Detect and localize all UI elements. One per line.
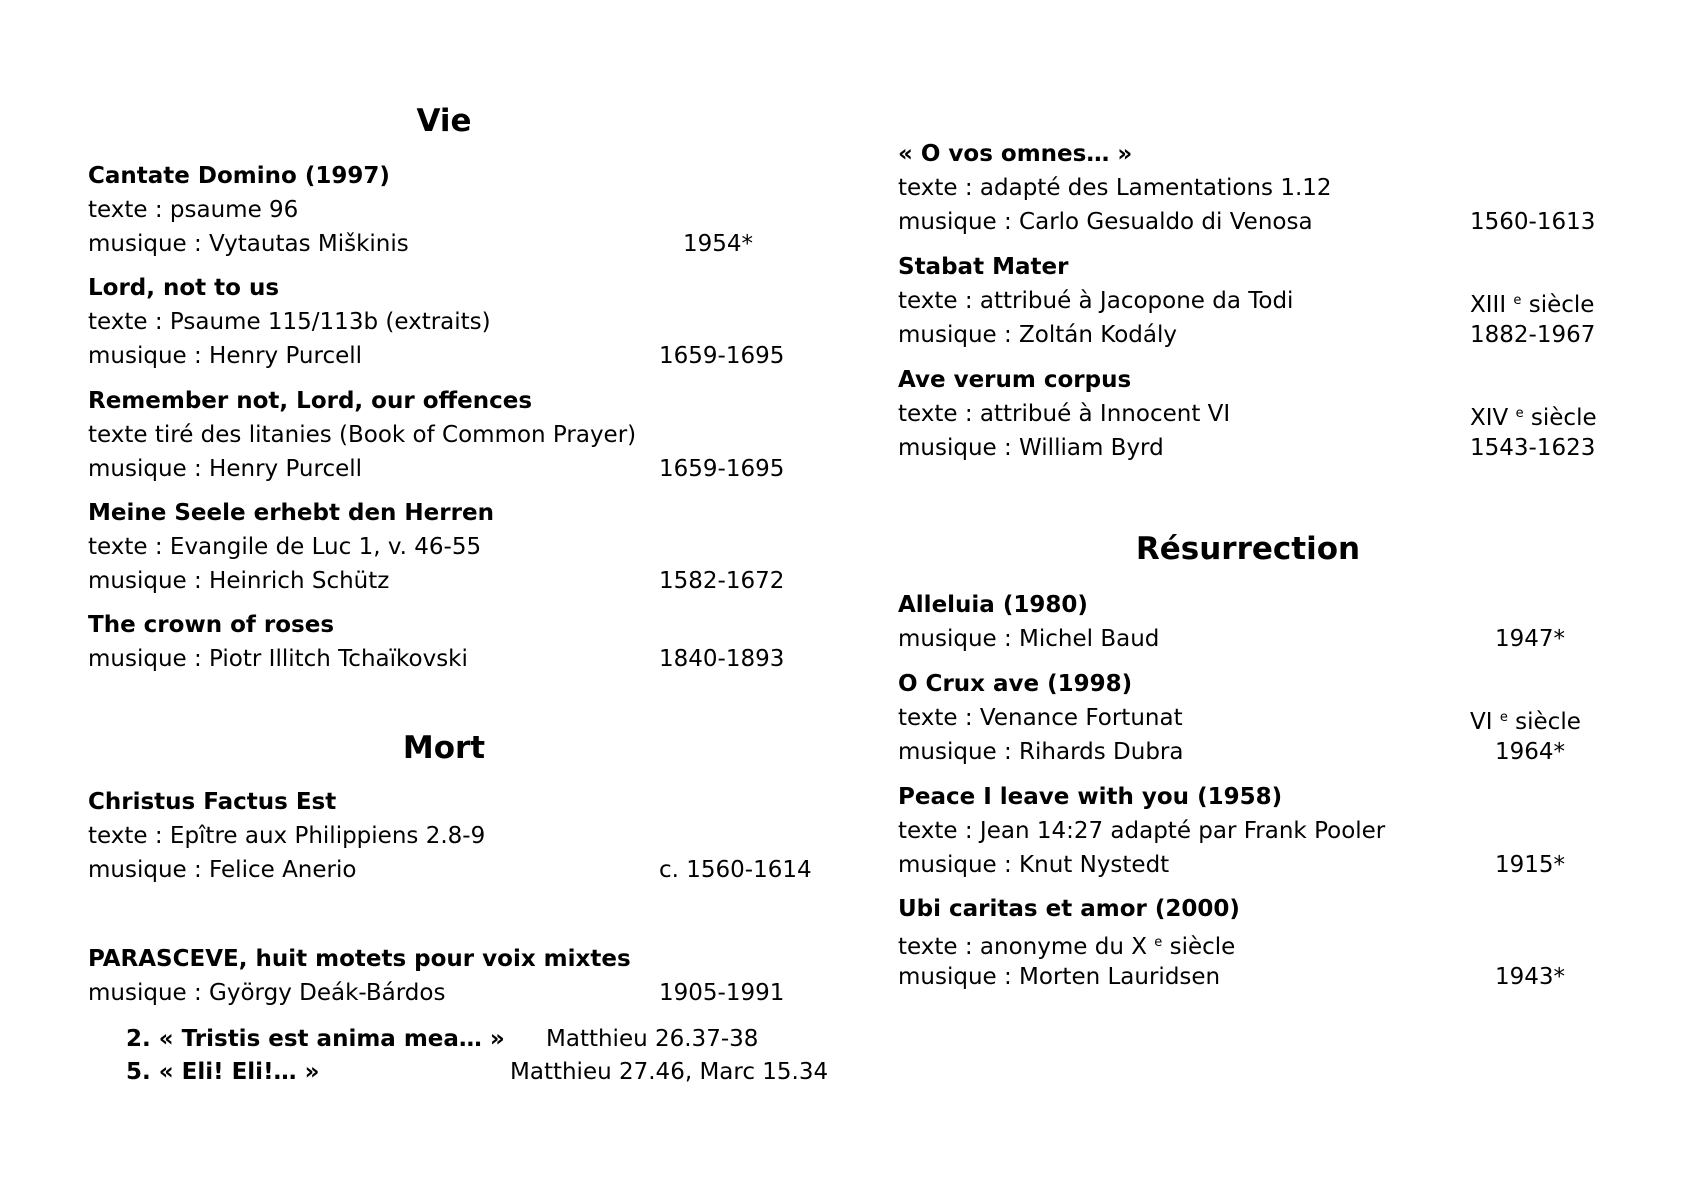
date-text: 1659-1695 <box>659 456 785 482</box>
date-text: XIV <box>1470 405 1509 431</box>
detail-date <box>1470 397 1597 435</box>
motet-reference: Matthieu 26.37-38 <box>546 1026 759 1052</box>
piece-detail-line <box>898 735 1618 769</box>
date-suffix: siècle <box>1507 709 1581 735</box>
program-piece <box>88 384 808 486</box>
section-title-resurrection: Résurrection <box>1135 531 1361 567</box>
piece-detail-line <box>898 622 1618 656</box>
date-text: 1840-1893 <box>659 646 785 672</box>
piece-detail-line <box>898 926 1618 960</box>
detail-date <box>1495 848 1565 882</box>
piece-detail-line <box>898 701 1618 735</box>
piece-detail-line <box>898 171 1618 205</box>
superscript: e <box>1515 406 1524 421</box>
detail-label: texte : adapté des Lamentations 1.12 <box>898 175 1332 201</box>
piece-detail-line <box>898 814 1618 848</box>
piece-detail-line <box>898 397 1618 431</box>
date-text: 1943* <box>1495 964 1566 990</box>
detail-label: musique : Morten Lauridsen <box>898 964 1221 990</box>
detail-label: texte : anonyme du X <box>898 934 1147 960</box>
detail-date <box>1470 284 1594 322</box>
date-text: XIII <box>1470 292 1507 318</box>
detail-label: texte : Jean 14:27 adapté par Frank Pooler <box>898 818 1386 844</box>
detail-label: musique : Michel Baud <box>898 626 1160 652</box>
detail-date <box>659 642 784 676</box>
date-suffix: siècle <box>1523 405 1597 431</box>
piece-title: Remember not, Lord, our offences <box>88 388 533 414</box>
piece-title: PARASCEVE, huit motets pour voix mixtes <box>88 946 631 972</box>
piece-detail-line <box>88 452 808 486</box>
detail-date <box>659 976 784 1010</box>
detail-label: musique : Rihards Dubra <box>898 739 1184 765</box>
detail-date <box>659 564 784 598</box>
piece-detail-line <box>88 305 808 339</box>
detail-date <box>1470 701 1581 739</box>
program-piece <box>88 785 812 887</box>
piece-detail-line <box>88 819 808 853</box>
detail-date <box>659 339 784 373</box>
superscript: e <box>1154 935 1163 950</box>
detail-date <box>1495 960 1565 994</box>
detail-label: texte tiré des litanies (Book of Common Prayer) <box>88 422 637 448</box>
detail-date <box>659 452 784 486</box>
piece-title: Ubi caritas et amor (2000) <box>898 896 1240 922</box>
piece-detail-line <box>88 193 808 227</box>
date-suffix: siècle <box>1162 934 1236 960</box>
date-text: 1882-1967 <box>1470 322 1596 348</box>
date-text: 1543-1623 <box>1470 435 1596 461</box>
date-text: 1659-1695 <box>659 343 785 369</box>
piece-title: Alleluia (1980) <box>898 592 1088 618</box>
detail-label: texte : Psaume 115/113b (extraits) <box>88 309 491 335</box>
superscript: e <box>1513 293 1522 308</box>
motet-reference: Matthieu 27.46, Marc 15.34 <box>510 1059 829 1085</box>
motet-item <box>126 1055 829 1089</box>
detail-date <box>1495 735 1565 769</box>
detail-label: musique : William Byrd <box>898 435 1164 461</box>
date-suffix: siècle <box>1521 292 1595 318</box>
piece-title: Christus Factus Est <box>88 789 337 815</box>
piece-title: Lord, not to us <box>88 275 280 301</box>
detail-date <box>1470 318 1595 352</box>
date-text: 1964* <box>1495 739 1566 765</box>
program-piece <box>88 159 808 261</box>
piece-title: Peace I leave with you (1958) <box>898 784 1283 810</box>
section-title-mort: Mort <box>402 730 486 766</box>
piece-detail-line <box>898 205 1618 239</box>
detail-date <box>683 227 753 261</box>
date-text: 1954* <box>683 231 754 257</box>
detail-label: musique : Felice Anerio <box>88 857 357 883</box>
detail-label: musique : Vytautas Miškinis <box>88 231 409 257</box>
date-text: 1905-1991 <box>659 980 785 1006</box>
detail-date <box>1147 934 1235 960</box>
detail-label: musique : György Deák-Bárdos <box>88 980 446 1006</box>
program-piece <box>898 363 1618 465</box>
date-text: c. 1560-1614 <box>659 857 812 883</box>
date-text: 1915* <box>1495 852 1566 878</box>
detail-date <box>1470 205 1595 239</box>
detail-label: musique : Knut Nystedt <box>898 852 1170 878</box>
piece-title: Cantate Domino (1997) <box>88 163 390 189</box>
piece-detail-line <box>88 339 808 373</box>
piece-title: « O vos omnes… » <box>898 141 1133 167</box>
motet-title: 5. « Eli! Eli!… » <box>126 1059 320 1085</box>
date-text: 1947* <box>1495 626 1566 652</box>
piece-detail-line <box>88 642 808 676</box>
detail-label: texte : attribué à Innocent VI <box>898 401 1231 427</box>
program-piece <box>898 588 1618 656</box>
program-piece <box>88 942 808 1010</box>
detail-date <box>1470 431 1595 465</box>
program-piece <box>88 496 808 598</box>
section-title-vie: Vie <box>416 103 472 139</box>
piece-detail-line <box>898 431 1618 465</box>
detail-label: musique : Heinrich Schütz <box>88 568 390 594</box>
piece-detail-line <box>88 976 808 1010</box>
piece-detail-line <box>88 418 808 452</box>
detail-label: musique : Zoltán Kodály <box>898 322 1177 348</box>
piece-detail-line <box>898 284 1618 318</box>
program-piece <box>88 608 808 676</box>
date-text: VI <box>1470 709 1493 735</box>
program-piece <box>898 250 1618 352</box>
detail-label: texte : Venance Fortunat <box>898 705 1183 731</box>
piece-detail-line <box>88 530 808 564</box>
piece-title: Ave verum corpus <box>898 367 1132 393</box>
piece-title: O Crux ave (1998) <box>898 671 1133 697</box>
piece-detail-line <box>88 853 812 887</box>
motet-item <box>126 1022 759 1056</box>
detail-date <box>1495 622 1565 656</box>
motet-title: 2. « Tristis est anima mea… » <box>126 1026 505 1052</box>
program-piece <box>88 271 808 373</box>
detail-label: musique : Henry Purcell <box>88 456 363 482</box>
piece-detail-line <box>898 318 1618 352</box>
detail-label: musique : Henry Purcell <box>88 343 363 369</box>
piece-detail-line <box>88 564 808 598</box>
piece-detail-line <box>88 227 808 261</box>
detail-label: musique : Carlo Gesualdo di Venosa <box>898 209 1313 235</box>
detail-label: texte : Evangile de Luc 1, v. 46-55 <box>88 534 482 560</box>
detail-label: texte : psaume 96 <box>88 197 299 223</box>
program-piece <box>898 892 1618 994</box>
program-piece <box>898 667 1618 769</box>
detail-label: musique : Piotr Illitch Tchaïkovski <box>88 646 468 672</box>
piece-title: Meine Seele erhebt den Herren <box>88 500 494 526</box>
detail-label: texte : attribué à Jacopone da Todi <box>898 288 1294 314</box>
piece-detail-line <box>898 848 1618 882</box>
program-piece <box>898 137 1618 239</box>
date-text: 1560-1613 <box>1470 209 1596 235</box>
piece-title: Stabat Mater <box>898 254 1069 280</box>
detail-date <box>659 853 812 887</box>
superscript: e <box>1499 710 1508 725</box>
piece-title: The crown of roses <box>88 612 335 638</box>
detail-label: texte : Epître aux Philippiens 2.8-9 <box>88 823 486 849</box>
piece-detail-line <box>898 960 1618 994</box>
program-piece <box>898 780 1618 882</box>
date-text: 1582-1672 <box>659 568 785 594</box>
